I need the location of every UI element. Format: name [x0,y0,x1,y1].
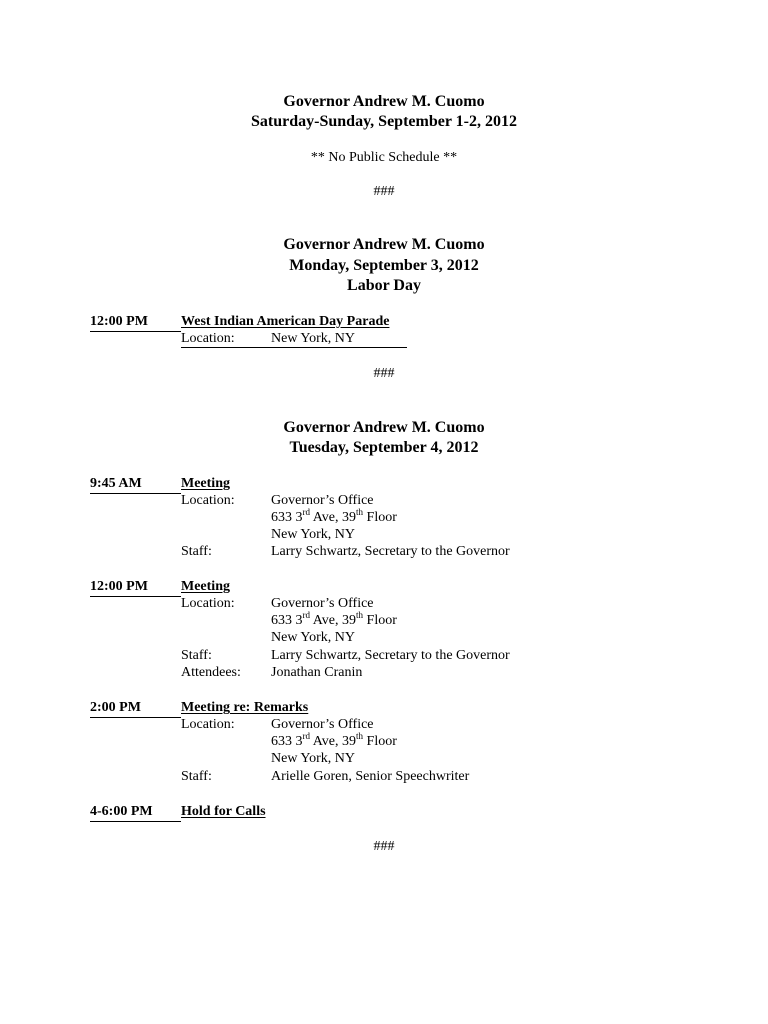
location-city: New York, NY [271,527,356,542]
time-underline [90,331,181,332]
location-value: New York, NY [271,331,356,346]
section-3-heading-name: Governor Andrew M. Cuomo [283,419,485,436]
location-label: Location: [181,331,235,346]
location-address: 633 3rd Ave, 39th Floor [271,507,397,525]
event-title: Meeting [181,579,230,594]
event-title: West Indian American Day Parade [181,314,390,329]
staff-label: Staff: [181,648,212,663]
event-title: Hold for Calls [181,804,266,819]
time-underline [90,493,181,494]
staff-value: Arielle Goren, Senior Speechwriter [271,769,470,784]
location-address: 633 3rd Ave, 39th Floor [271,731,397,749]
section-separator: ### [373,839,395,854]
section-2-heading-date: Monday, September 3, 2012 [289,257,479,274]
location-label: Location: [181,493,235,508]
attendees-value: Jonathan Cranin [271,665,363,680]
location-label: Location: [181,596,235,611]
section-2-heading-holiday: Labor Day [347,277,421,294]
staff-value: Larry Schwartz, Secretary to the Governor [271,648,510,663]
event-time: 2:00 PM [90,700,141,715]
section-1-heading-date: Saturday-Sunday, September 1-2, 2012 [251,113,517,130]
event-time: 4-6:00 PM [90,804,153,819]
staff-value: Larry Schwartz, Secretary to the Governor [271,544,510,559]
location-office: Governor’s Office [271,717,374,732]
location-office: Governor’s Office [271,493,374,508]
time-underline [90,717,181,718]
location-address: 633 3rd Ave, 39th Floor [271,610,397,628]
staff-label: Staff: [181,544,212,559]
section-3-heading-date: Tuesday, September 4, 2012 [289,439,479,456]
location-office: Governor’s Office [271,596,374,611]
event-time: 12:00 PM [90,314,148,329]
event-title: Meeting [181,476,230,491]
time-underline [90,596,181,597]
time-underline [90,821,181,822]
event-time: 9:45 AM [90,476,142,491]
staff-label: Staff: [181,769,212,784]
location-city: New York, NY [271,751,356,766]
no-public-schedule-note: ** No Public Schedule ** [310,150,458,165]
section-1-heading-name: Governor Andrew M. Cuomo [283,93,485,110]
location-city: New York, NY [271,630,356,645]
attendees-label: Attendees: [181,665,241,680]
section-separator: ### [373,366,395,381]
section-separator: ### [373,184,395,199]
section-2-heading-name: Governor Andrew M. Cuomo [283,236,485,253]
event-underline [181,347,407,348]
location-label: Location: [181,717,235,732]
event-title: Meeting re: Remarks [181,700,309,715]
event-time: 12:00 PM [90,579,148,594]
